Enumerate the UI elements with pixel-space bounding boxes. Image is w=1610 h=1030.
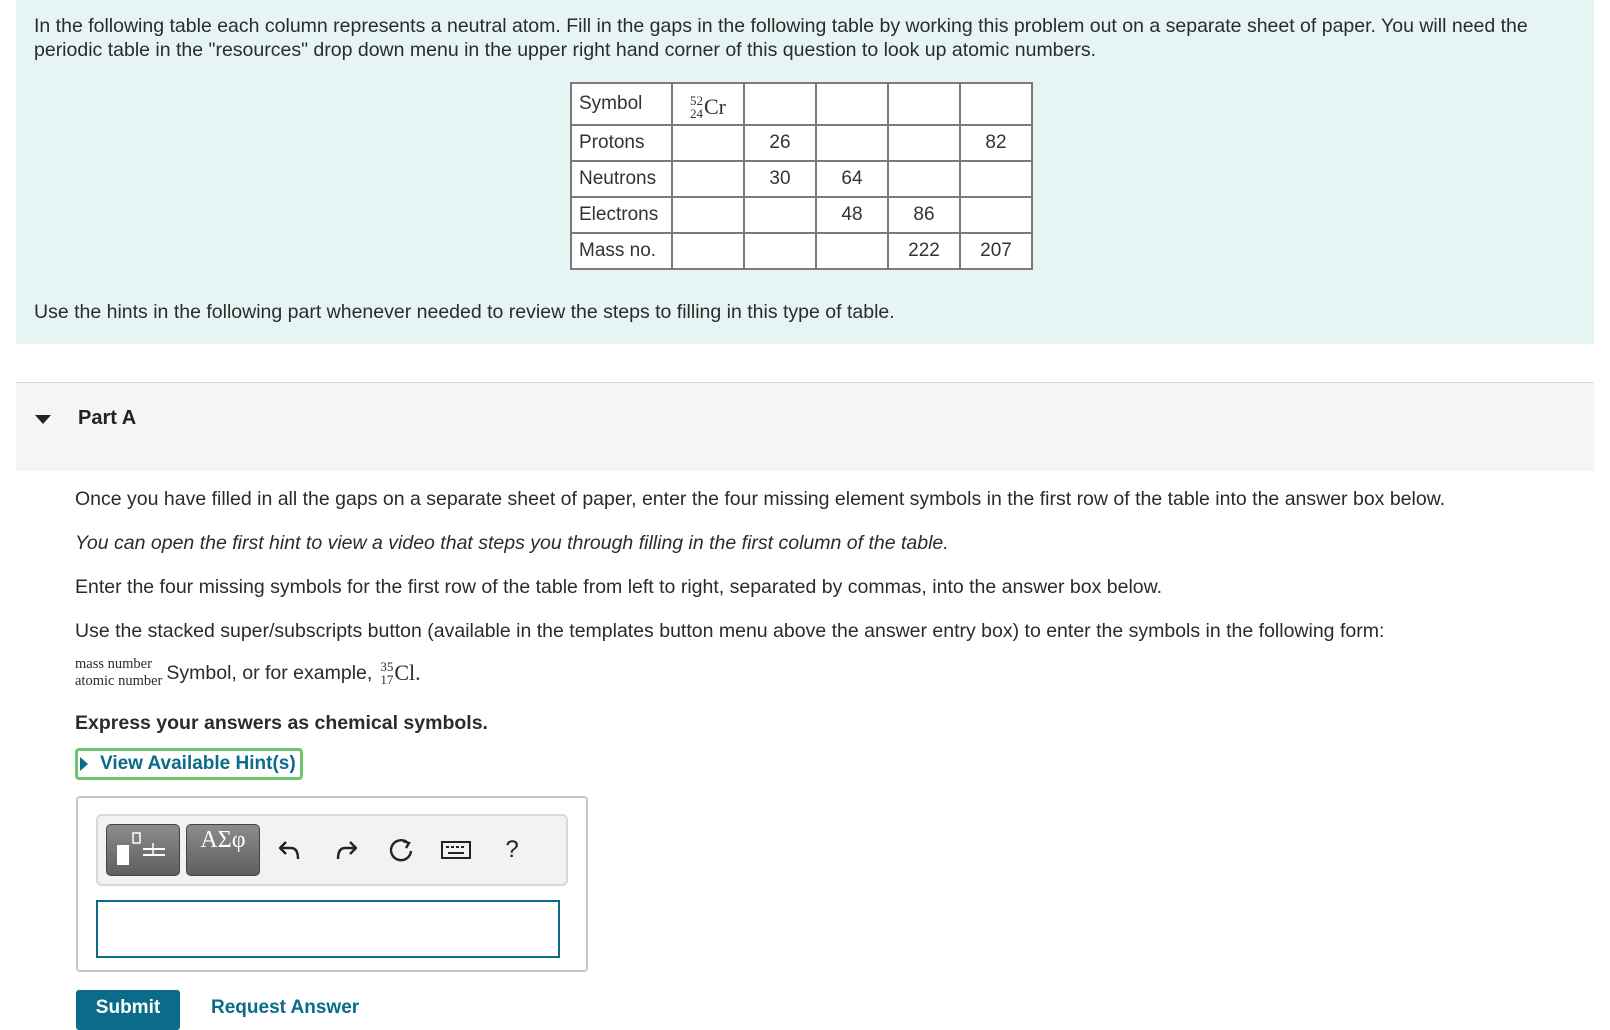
form-text: Symbol, or for example, — [166, 661, 373, 684]
answer-input[interactable] — [96, 900, 560, 958]
request-answer-link[interactable]: Request Answer — [211, 997, 360, 1018]
example-atomic: 17 — [380, 672, 394, 687]
table-cell: 64 — [816, 161, 888, 197]
table-cell — [744, 197, 816, 233]
table-cell: 26 — [744, 125, 816, 161]
form-stack — [75, 656, 162, 690]
table-row — [571, 125, 1032, 161]
table-cell — [672, 125, 744, 161]
table-row — [571, 233, 1032, 269]
example-mass: 35 — [380, 659, 394, 674]
table-cell: 82 — [960, 125, 1032, 161]
form-mass-label: mass number — [75, 656, 152, 672]
nuclide-symbol — [690, 94, 726, 120]
atomic-number: 24 — [690, 105, 703, 121]
help-icon[interactable] — [492, 830, 532, 870]
undo-icon[interactable] — [270, 830, 310, 870]
row-label: Protons — [571, 125, 672, 161]
help-label: ? — [505, 836, 519, 863]
redo-icon[interactable] — [326, 830, 366, 870]
caret-down-icon[interactable] — [35, 415, 51, 424]
templates-button[interactable] — [106, 824, 180, 876]
table-cell: 207 — [960, 233, 1032, 269]
table-row — [571, 197, 1032, 233]
element-symbol: Cr — [704, 93, 726, 119]
table-cell — [816, 83, 888, 125]
form-atomic-label: atomic number — [75, 673, 163, 689]
instruction-4: Use the stacked super/subscripts button (available in the templates button menu above the answer entry box) to enter the symbols in the following form: — [75, 620, 1385, 642]
reset-icon[interactable] — [382, 830, 422, 870]
example-nuclide — [380, 660, 420, 686]
mass-number: 52 — [690, 92, 703, 108]
table-cell — [888, 161, 960, 197]
table-row — [571, 161, 1032, 197]
row-label: Neutrons — [571, 161, 672, 197]
table-cell — [960, 197, 1032, 233]
instruction-1: Once you have filled in all the gaps on a separate sheet of paper, enter the four missing element symbols in the first row of the table into the answer box below. — [75, 488, 1446, 510]
table-cell: 30 — [744, 161, 816, 197]
atom-table — [570, 82, 1033, 270]
express-instruction: Express your answers as chemical symbols. — [75, 712, 488, 734]
table-cell — [672, 233, 744, 269]
table-cell — [816, 233, 888, 269]
math-toolbar — [96, 814, 568, 886]
table-cell — [672, 161, 744, 197]
intro-text: In the following table each column represents a neutral atom. Fill in the gaps in the following table by working this problem out on a separate sheet of paper. You will need the periodic table in the "resources" drop down menu in the upper right hand corner of this question to look up atomic numbers. — [34, 15, 1528, 61]
table-cell — [960, 161, 1032, 197]
table-cell: 48 — [816, 197, 888, 233]
table-cell — [888, 83, 960, 125]
row-label: Electrons — [571, 197, 672, 233]
hint-instruction: Use the hints in the following part whenever needed to review the steps to filling in this type of table. — [34, 301, 895, 323]
table-cell — [672, 83, 744, 125]
table-cell — [744, 83, 816, 125]
greek-symbols-button[interactable] — [186, 824, 260, 876]
templates-icon — [107, 825, 179, 875]
submit-button[interactable]: Submit — [76, 990, 180, 1030]
table-cell — [744, 233, 816, 269]
row-label: Symbol — [571, 83, 672, 125]
table-cell: 86 — [888, 197, 960, 233]
table-row — [571, 83, 1032, 125]
table-cell — [888, 125, 960, 161]
example-symbol: Cl. — [394, 660, 421, 685]
row-label: Mass no. — [571, 233, 672, 269]
view-hints-link[interactable] — [75, 748, 303, 780]
answer-panel — [76, 796, 588, 972]
table-cell — [816, 125, 888, 161]
view-hints-label: View Available Hint(s) — [100, 753, 296, 774]
expand-triangle-icon — [80, 757, 88, 771]
part-title: Part A — [78, 407, 137, 429]
instruction-2: You can open the first hint to view a video that steps you through filling in the first column of the table. — [75, 532, 949, 554]
table-cell: 222 — [888, 233, 960, 269]
part-header[interactable] — [16, 382, 1594, 471]
table-cell — [672, 197, 744, 233]
table-cell — [960, 83, 1032, 125]
keyboard-icon[interactable] — [436, 830, 476, 870]
form-example — [75, 656, 421, 690]
greek-label: ΑΣφ — [200, 827, 246, 853]
instruction-3: Enter the four missing symbols for the first row of the table from left to right, separated by commas, into the answer box below. — [75, 576, 1163, 598]
